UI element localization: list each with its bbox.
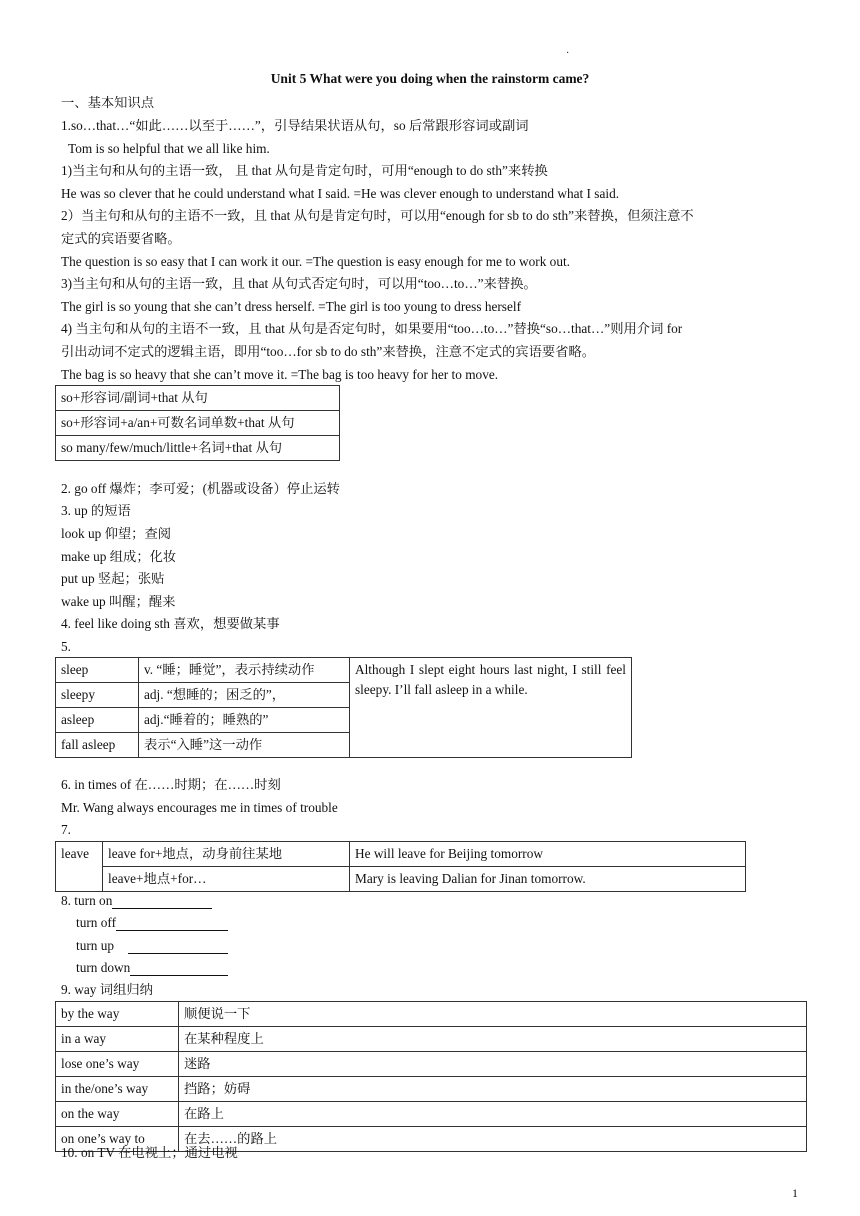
- point-1-rule-1-example: He was so clever that he could understand what I said. =He was clever enough to understand what I said.: [61, 186, 620, 201]
- list-item: turn off: [76, 915, 228, 931]
- table-cell: adj.“睡着的；睡熟的”: [139, 708, 350, 733]
- table-row: [56, 1077, 807, 1102]
- header-dot: ·: [566, 48, 570, 59]
- point-4: 4. feel like doing sth 喜欢，想要做某事: [61, 616, 280, 631]
- point-3: 3. up 的短语: [61, 503, 131, 518]
- point-1-rule-3-example: The girl is so young that she can’t dress herself. =The girl is too young to dress herself: [61, 299, 521, 314]
- table-cell: adj. “想睡的；困乏的”，: [139, 683, 350, 708]
- table-row: [56, 386, 340, 411]
- table-cell: 在路上: [179, 1102, 807, 1127]
- table-cell: He will leave for Beijing tomorrow: [350, 842, 746, 867]
- sleep-words-table: [55, 657, 632, 758]
- table-row: [56, 867, 746, 892]
- point-9: 9. way 词组归纳: [61, 982, 153, 997]
- table-cell: 迷路: [179, 1052, 807, 1077]
- table-cell: lose one’s way: [56, 1052, 179, 1077]
- list-item: turn down: [76, 960, 228, 976]
- list-item: wake up 叫醒；醒来: [61, 594, 176, 609]
- table-cell: sleepy: [56, 683, 139, 708]
- table-cell: v. “睡；睡觉”，表示持续动作: [139, 658, 350, 683]
- table-cell: asleep: [56, 708, 139, 733]
- table-row: [56, 411, 340, 436]
- point-6-example: Mr. Wang always encourages me in times of trouble: [61, 800, 338, 815]
- table-cell: leave: [56, 842, 103, 892]
- table-row: [56, 842, 746, 867]
- table-cell: leave for+地点，动身前往某地: [103, 842, 350, 867]
- point-1-rule-2-example: The question is so easy that I can work it our. =The question is easy enough for me to work out.: [61, 254, 570, 269]
- section-heading: 一、基本知识点: [61, 95, 155, 110]
- point-7: 7.: [61, 822, 71, 837]
- table-cell: on one’s way to: [56, 1127, 179, 1152]
- point-6: 6. in times of 在……时期；在……时刻: [61, 777, 281, 792]
- list-item: make up 组成；化妆: [61, 549, 177, 564]
- page-number: 1: [792, 1186, 798, 1200]
- table-row: [56, 1027, 807, 1052]
- point-1-rule-4-line-2: 引出动词不定式的逻辑主语，即用“too…for sb to do sth”来替换，注意不定式的宾语要省略。: [61, 344, 596, 359]
- table-cell: in a way: [56, 1027, 179, 1052]
- table-cell: so+形容词/副词+that 从句: [56, 386, 340, 411]
- way-phrases-table: [55, 1001, 807, 1152]
- table-cell: fall asleep: [56, 733, 139, 758]
- fill-blank: [112, 894, 212, 909]
- point-1-rule-1: 1)当主句和从句的主语一致， 且 that 从句是肯定句时，可用“enough to do sth”来转换: [61, 163, 548, 178]
- point-10: 10. on TV 在电视上；通过电视: [61, 1145, 238, 1160]
- table-cell: leave+地点+for…: [103, 867, 350, 892]
- point-1-rule-4-line-1: 4) 当主句和从句的主语不一致，且 that 从句是否定句时，如果要用“too…to…”替换“so…that…”则用介词 for: [61, 321, 683, 336]
- table-row: [56, 1102, 807, 1127]
- point-5: 5.: [61, 639, 71, 654]
- so-that-patterns-table: [55, 385, 340, 461]
- table-cell: so many/few/much/little+名词+that 从句: [56, 436, 340, 461]
- table-row: [56, 436, 340, 461]
- table-row: [56, 1002, 807, 1027]
- table-cell: Mary is leaving Dalian for Jinan tomorrow.: [350, 867, 746, 892]
- table-row: [56, 658, 632, 683]
- point-1-rule-4-example: The bag is so heavy that she can’t move it. =The bag is too heavy for her to move.: [61, 367, 499, 382]
- table-cell: sleep: [56, 658, 139, 683]
- fill-blank: [116, 916, 228, 931]
- point-1-rule-3: 3)当主句和从句的主语一致，且 that 从句式否定句时，可以用“too…to…”来替换。: [61, 276, 537, 291]
- list-item: look up 仰望；查阅: [61, 526, 172, 541]
- point-1: 1.so…that…“如此……以至于……”，引导结果状语从句，so 后常跟形容词或副词: [61, 118, 529, 133]
- point-8: 8. turn on: [61, 893, 212, 909]
- point-1-rule-2-line-1: 2）当主句和从句的主语不一致，且 that 从句是肯定句时，可以用“enough for sb to do sth”来替换，但须注意不: [61, 208, 694, 223]
- point-1-example: Tom is so helpful that we all like him.: [68, 141, 270, 156]
- table-cell: 在某种程度上: [179, 1027, 807, 1052]
- table-cell: 顺便说一下: [179, 1002, 807, 1027]
- table-cell: in the/one’s way: [56, 1077, 179, 1102]
- point-1-rule-2-line-2: 定式的宾语要省略。: [61, 231, 181, 246]
- example-cell: Although I slept eight hours last night, I still feel sleepy. I’ll fall asleep in a while.: [350, 658, 632, 758]
- table-cell: 挡路；妨碍: [179, 1077, 807, 1102]
- fill-blank: [130, 961, 228, 976]
- table-cell: 在去……的路上: [179, 1127, 807, 1152]
- page-title: Unit 5 What were you doing when the rainstorm came?: [270, 71, 590, 86]
- table-cell: so+形容词+a/an+可数名词单数+that 从句: [56, 411, 340, 436]
- table-cell: on the way: [56, 1102, 179, 1127]
- table-row: [56, 1052, 807, 1077]
- table-cell: 表示“入睡”这一动作: [139, 733, 350, 758]
- table-cell: by the way: [56, 1002, 179, 1027]
- fill-blank: [128, 939, 228, 954]
- list-item: put up 竖起；张贴: [61, 571, 165, 586]
- list-item: turn up: [76, 938, 228, 954]
- point-2: 2. go off 爆炸；李可爱；(机器或设备）停止运转: [61, 481, 340, 496]
- leave-table: [55, 841, 746, 892]
